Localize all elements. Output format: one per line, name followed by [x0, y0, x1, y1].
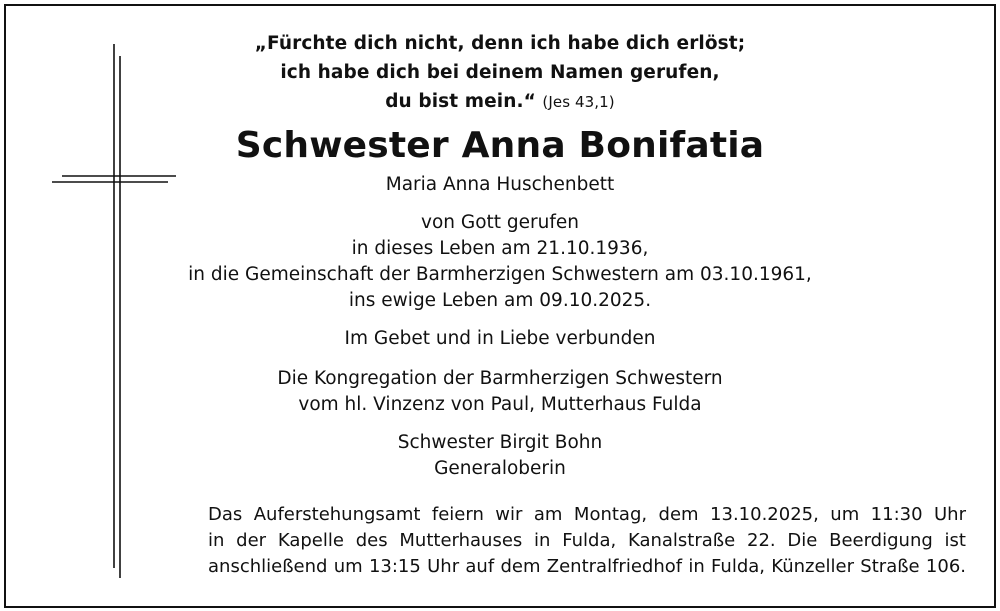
- prayer-line: Im Gebet und in Liebe verbunden: [344, 328, 656, 349]
- bible-quote-text: du bist mein.“: [385, 91, 536, 112]
- service-line-1: Das Auferstehungsamt feiern wir am Montag, dem 13.10.2025, um 11:30 Uhr: [208, 504, 966, 525]
- bible-reference: (Jes 43,1): [542, 93, 615, 111]
- congregation-line-1: Die Kongregation der Barmherzigen Schwestern: [277, 368, 723, 389]
- deceased-name: Schwester Anna Bonifatia: [235, 125, 765, 166]
- birth-name: Maria Anna Huschenbett: [385, 174, 615, 195]
- life-line-4: ins ewige Leben am 09.10.2025.: [348, 290, 652, 311]
- bible-quote-line-1: „Fürchte dich nicht, denn ich habe dich erlöst;: [254, 33, 746, 54]
- service-line-2: in der Kapelle des Mutterhauses in Fulda, Kanalstraße 22. Die Beerdigung ist: [208, 530, 966, 551]
- bible-quote-line-3: [130, 91, 870, 112]
- signatory-title: Generaloberin: [434, 458, 566, 479]
- life-line-1: von Gott gerufen: [421, 212, 579, 233]
- bible-quote-line-2: ich habe dich bei deinem Namen gerufen,: [280, 62, 720, 83]
- life-line-3: in die Gemeinschaft der Barmherzigen Schwestern am 03.10.1961,: [188, 264, 812, 285]
- life-line-2: in dieses Leben am 21.10.1936,: [351, 238, 649, 259]
- congregation-line-2: vom hl. Vinzenz von Paul, Mutterhaus Fulda: [298, 394, 702, 415]
- service-line-3: anschließend um 13:15 Uhr auf dem Zentralfriedhof in Fulda, Künzeller Straße 106.: [208, 556, 966, 577]
- signatory-name: Schwester Birgit Bohn: [397, 432, 603, 453]
